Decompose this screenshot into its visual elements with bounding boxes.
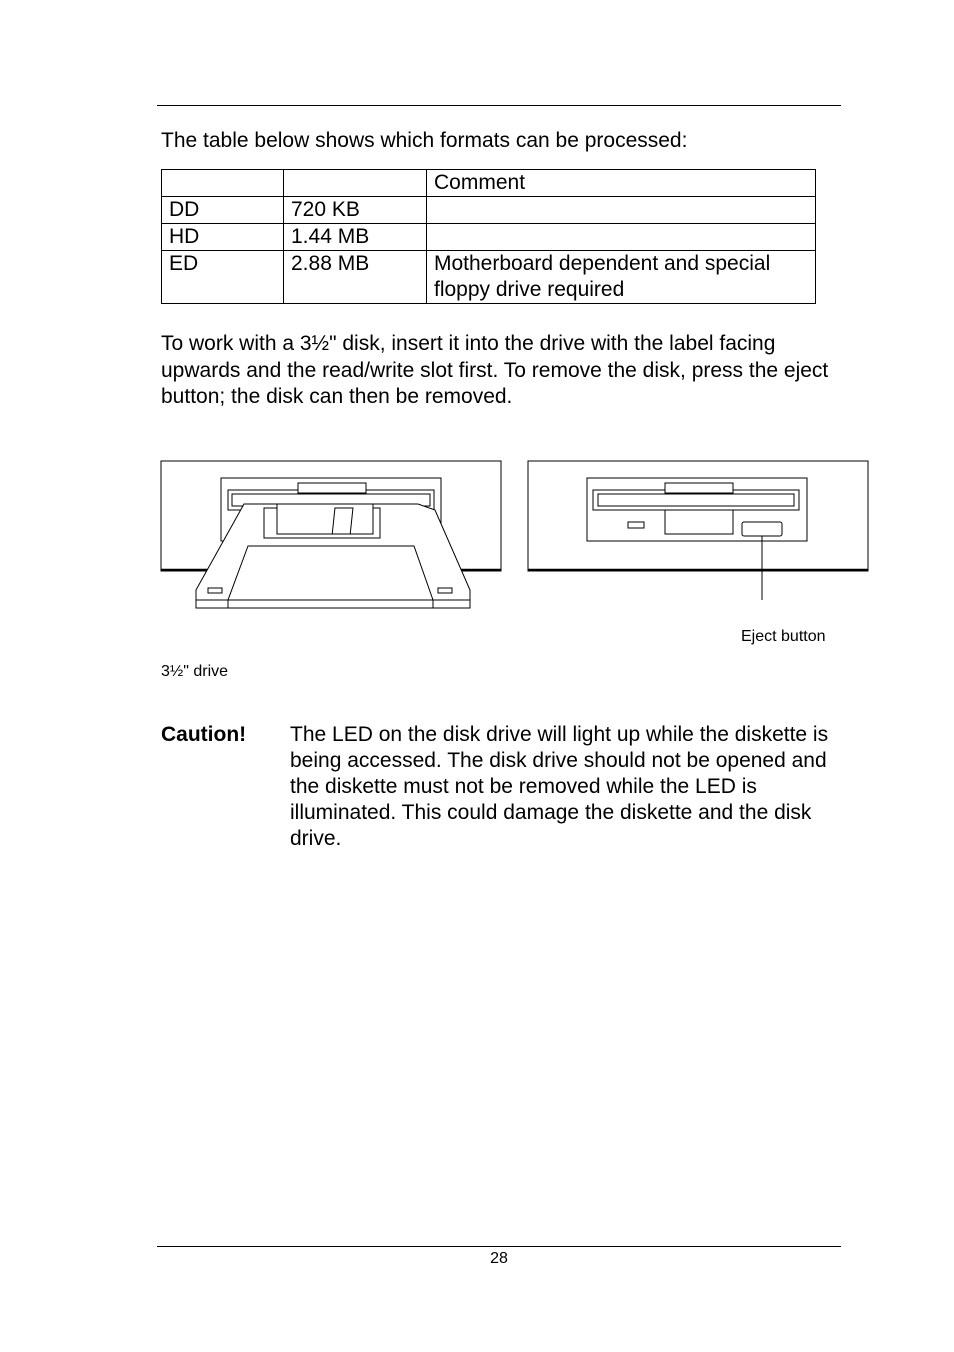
caution-label: Caution! — [161, 723, 247, 746]
disk-insert-illustration — [160, 460, 505, 612]
table-header-row — [162, 170, 816, 197]
table-cell: 1.44 MB — [284, 224, 427, 251]
formats-table — [161, 169, 816, 304]
table-cell: 720 KB — [284, 197, 427, 224]
table-cell: Comment — [427, 170, 816, 197]
drive-front-illustration — [527, 460, 872, 605]
table-row — [162, 251, 816, 304]
table-cell: HD — [162, 224, 284, 251]
caution-text: The LED on the disk drive will light up while the diskette is being accessed. The disk drive should not be opened and the diskette must not be removed while the LED is illuminated. This could damage the diskette and the disk drive. — [290, 723, 829, 850]
table-cell: DD — [162, 197, 284, 224]
table-cell: 2.88 MB — [284, 251, 427, 304]
header-rule — [157, 105, 841, 106]
table-row — [162, 197, 816, 224]
page-number: 28 — [490, 1250, 508, 1267]
footer-rule — [157, 1246, 841, 1247]
table-cell — [162, 170, 284, 197]
insert-instructions: To work with a 3½" disk, insert it into the drive with the label facing upwards and the read/write slot first. To remove the disk, press the eject button; the disk can then be removed. — [161, 332, 829, 408]
intro-text: The table below shows which formats can be processed: — [161, 129, 688, 152]
table-cell — [427, 197, 816, 224]
table-row — [162, 224, 816, 251]
table-cell — [427, 224, 816, 251]
table-cell: Motherboard dependent and special floppy drive required — [427, 251, 816, 304]
figure-caption: 3½" drive — [161, 663, 229, 680]
eject-button-label: Eject button — [741, 628, 826, 645]
table-cell: ED — [162, 251, 284, 304]
table-cell — [284, 170, 427, 197]
